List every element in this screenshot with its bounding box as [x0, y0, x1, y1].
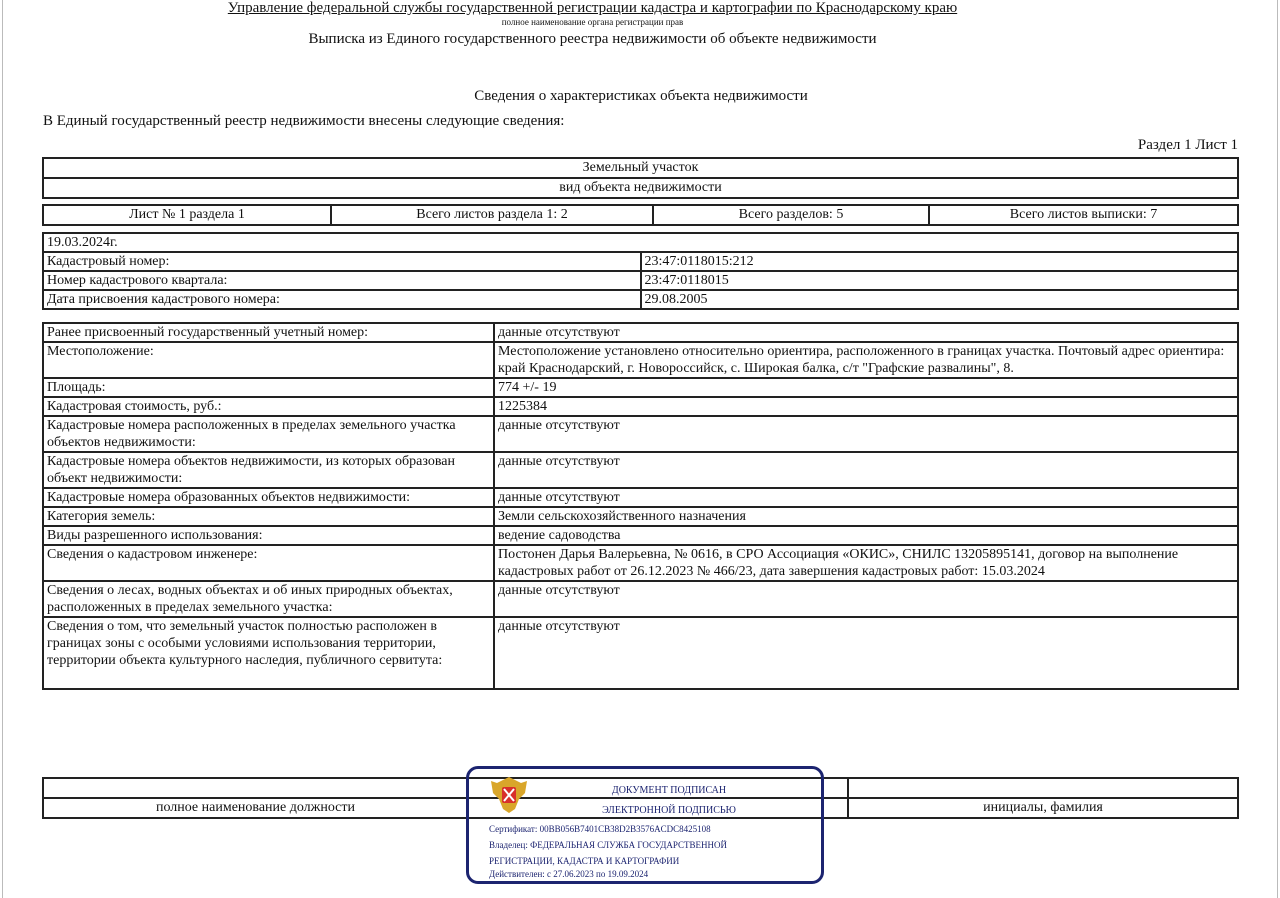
authority-name: Управление федеральной службы государственной регистрации кадастра и картографии по Краснодарскому краю: [227, 0, 958, 16]
row-label: Сведения о кадастровом инженере:: [43, 545, 494, 581]
position-caption: полное наименование должности: [43, 798, 468, 818]
coat-of-arms-icon: [487, 773, 531, 815]
row-label: Сведения о лесах, водных объектах и об иных природных объектах, расположенных в пределах земельного участка:: [43, 581, 494, 617]
row-label: Категория земель:: [43, 507, 494, 526]
sheet-number: Лист № 1 раздела 1: [43, 205, 331, 225]
object-type-table: [42, 157, 1239, 199]
row-value: 1225384: [494, 397, 1238, 416]
sections-total: Всего разделов: 5: [653, 205, 929, 225]
row-value: 23:47:0118015:212: [641, 252, 1239, 271]
row-label: Кадастровые номера объектов недвижимости, из которых образован объект недвижимости:: [43, 452, 494, 488]
stamp-owner-2: РЕГИСТРАЦИИ, КАДАСТРА И КАРТОГРАФИИ: [489, 856, 680, 866]
table-row: [43, 545, 1238, 581]
section-sheet: Раздел 1 Лист 1: [1137, 137, 1238, 153]
row-label: Кадастровые номера образованных объектов недвижимости:: [43, 488, 494, 507]
row-value: данные отсутствуют: [494, 452, 1238, 488]
row-value: Постонен Дарья Валерьевна, № 0616, в СРО Ассоциация «ОКИС», СНИЛС 13205895141, договор на выполнение кадастровых работ от 26.12.2023 № 466/23, дата завершения кадастровых работ: 15.03.2024: [494, 545, 1238, 581]
row-value: Земли сельскохозяйственного назначения: [494, 507, 1238, 526]
extract-date: 19.03.2024г.: [43, 233, 1238, 252]
table-row: [43, 378, 1238, 397]
row-label: Площадь:: [43, 378, 494, 397]
row-value: данные отсутствуют: [494, 488, 1238, 507]
row-value: 23:47:0118015: [641, 271, 1239, 290]
row-value: Местоположение установлено относительно ориентира, расположенного в границах участка. Почтовый адрес ориентира: край Краснодарский, г. Новороссийск, с. Широкая балка, с/т "Графские развалины", 8.: [494, 342, 1238, 378]
stamp-owner-1: Владелец: ФЕДЕРАЛЬНАЯ СЛУЖБА ГОСУДАРСТВЕННОЙ: [489, 840, 728, 850]
section-title: Сведения о характеристиках объекта недвижимости: [474, 88, 808, 104]
row-value: данные отсутствуют: [494, 617, 1238, 689]
identifiers-table: [42, 232, 1239, 310]
table-row: [43, 416, 1238, 452]
object-type: Земельный участок: [43, 158, 1238, 178]
table-row: [43, 290, 1238, 309]
row-value: данные отсутствуют: [494, 323, 1238, 342]
table-row: [43, 617, 1238, 689]
authority-caption: полное наименование органа регистрации прав: [501, 17, 684, 27]
document-title: Выписка из Единого государственного реестра недвижимости об объекте недвижимости: [308, 31, 877, 47]
electronic-signature-stamp: [466, 766, 824, 884]
stamp-line1: ДОКУМЕНТ ПОДПИСАН: [611, 785, 727, 796]
row-label: Кадастровая стоимость, руб.:: [43, 397, 494, 416]
row-value: ведение садоводства: [494, 526, 1238, 545]
name-caption: инициалы, фамилия: [848, 798, 1238, 818]
section-sheets-total: Всего листов раздела 1: 2: [331, 205, 653, 225]
row-value: 29.08.2005: [641, 290, 1239, 309]
stamp-certificate: Сертификат: 00BB056B7401CB38D2B3576ACDC8425108: [489, 824, 711, 834]
row-label: Ранее присвоенный государственный учетный номер:: [43, 323, 494, 342]
row-label: Местоположение:: [43, 342, 494, 378]
row-label: Кадастровый номер:: [43, 252, 641, 271]
table-row: [43, 581, 1238, 617]
stamp-valid: Действителен: с 27.06.2023 по 19.09.2024: [489, 869, 649, 879]
table-row: [43, 323, 1238, 342]
characteristics-table: [42, 322, 1239, 690]
intro-text: В Единый государственный реестр недвижимости внесены следующие сведения:: [43, 113, 565, 129]
table-row: [43, 342, 1238, 378]
table-row: [43, 488, 1238, 507]
stamp-line2: ЭЛЕКТРОННОЙ ПОДПИСЬЮ: [602, 805, 736, 816]
sheets-table: [42, 204, 1239, 226]
row-label: Дата присвоения кадастрового номера:: [43, 290, 641, 309]
row-value: данные отсутствуют: [494, 581, 1238, 617]
row-label: Виды разрешенного использования:: [43, 526, 494, 545]
row-label: Кадастровые номера расположенных в пределах земельного участка объектов недвижимости:: [43, 416, 494, 452]
row-value: данные отсутствуют: [494, 416, 1238, 452]
table-row: [43, 526, 1238, 545]
row-label: Номер кадастрового квартала:: [43, 271, 641, 290]
row-value: 774 +/- 19: [494, 378, 1238, 397]
table-row: [43, 271, 1238, 290]
table-row: [43, 397, 1238, 416]
table-row: [43, 507, 1238, 526]
row-label: Сведения о том, что земельный участок полностью расположен в границах зоны с особыми условиями использования территории, территории объекта культурного наследия, публичного сервитута:: [43, 617, 494, 689]
object-type-caption: вид объекта недвижимости: [43, 178, 1238, 198]
table-row: [43, 252, 1238, 271]
extract-sheets-total: Всего листов выписки: 7: [929, 205, 1238, 225]
table-row: [43, 452, 1238, 488]
